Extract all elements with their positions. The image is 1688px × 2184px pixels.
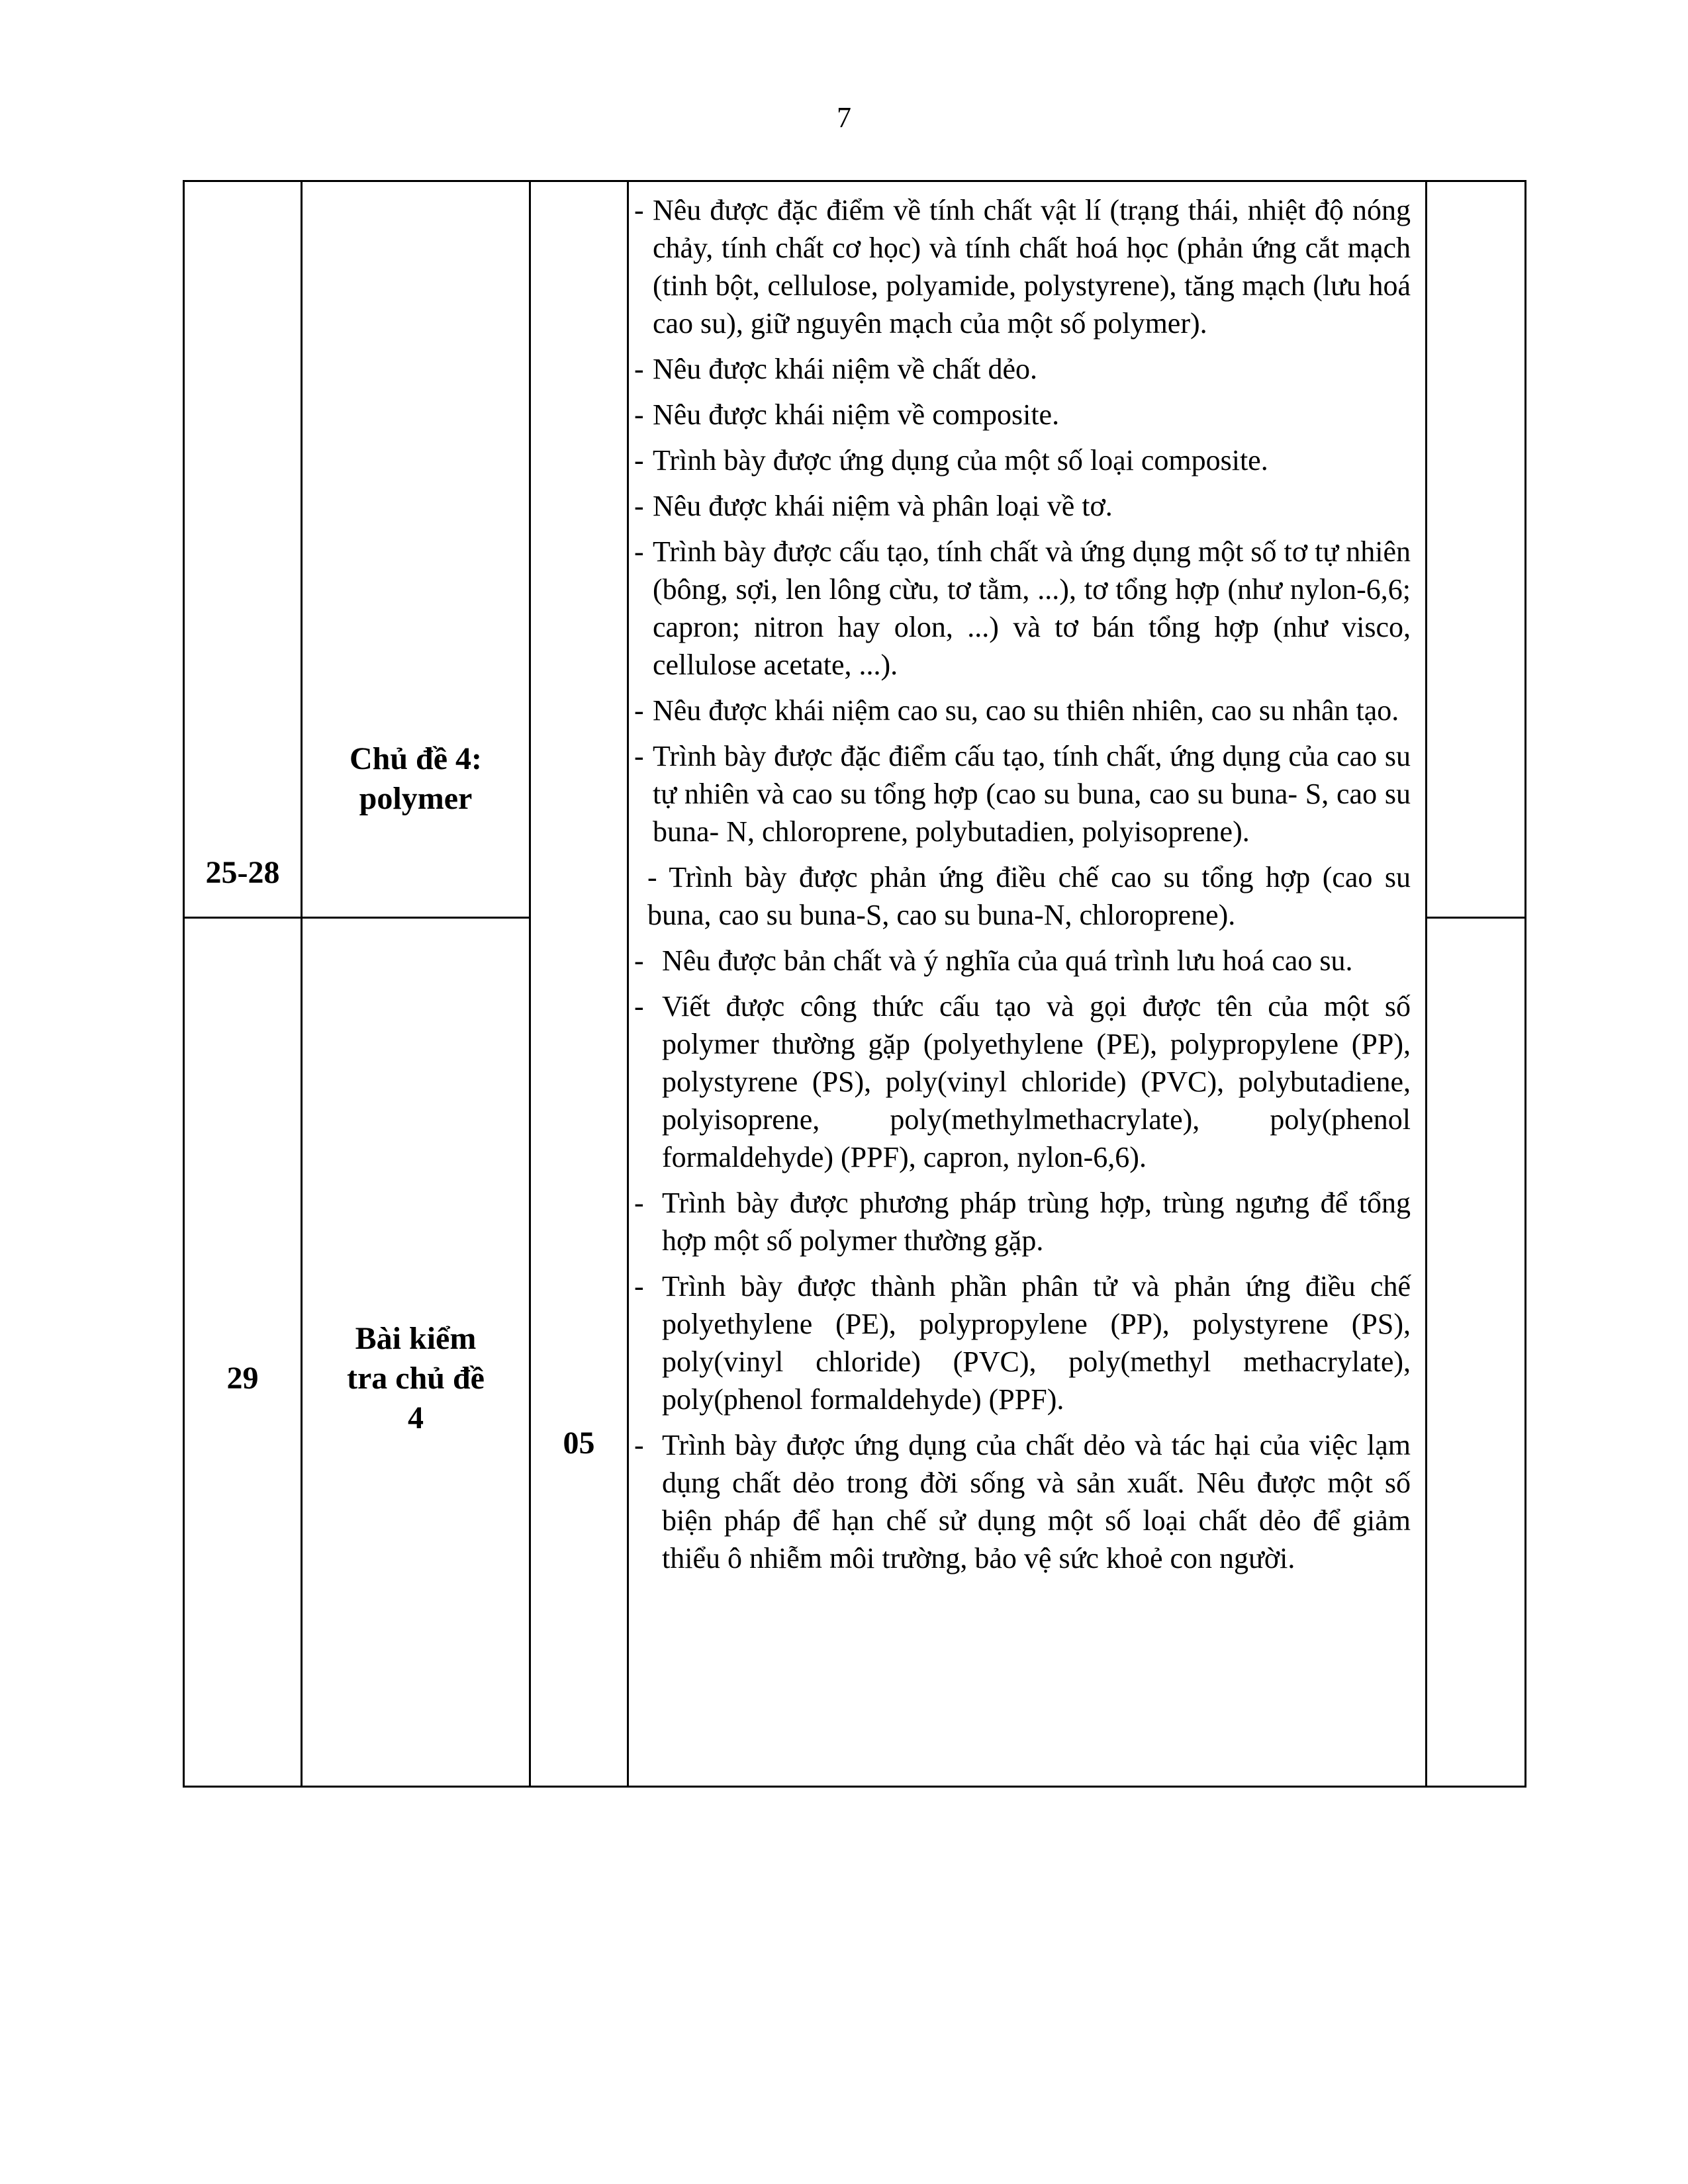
list-item: - Viết được công thức cấu tạo và gọi được tên của một số polymer thường gặp (polyethylene (PE), polypropylene (PP), polystyrene (PS), poly(vinyl chloride) (PVC), polybutadiene, polyisoprene, poly(methylmethacrylate), poly(phenol formaldehyde) (PPF), capron, nylon-6,6). [634,987,1411,1176]
topic-title-line: Chủ đề 4: [349,741,483,776]
list-item: - Trình bày được ứng dụng của một số loại composite. [634,441,1411,479]
list-item: - Nêu được khái niệm về composite. [634,396,1411,433]
list-item: - Trình bày được cấu tạo, tính chất và ứng dụng một số tơ tự nhiên (bông, sợi, len lông cừu, tơ tằm, ...), tơ tổng hợp (như nylon-6,6; capron; nitron hay olon, ...) và tơ bán tổng hợp (như visco, cellulose acetate, ...). [634,533,1411,684]
list-item: - Trình bày được thành phần phân tử và phản ứng điều chế polyethylene (PE), polypropylene (PP), polystyrene (PS), poly(vinyl chloride) (PVC), poly(methyl methacrylate), poly(phenol formaldehyde) (PPF). [634,1267,1411,1418]
list-item: - Nêu được khái niệm và phân loại về tơ. [634,487,1411,525]
topic-title-line: Bài kiểm [355,1321,477,1356]
list-item: - Trình bày được ứng dụng của chất dẻo và tác hại của việc lạm dụng chất dẻo trong đời sống và sản xuất. Nêu được một số biện pháp để hạn chế sử dụng một số loại chất dẻo để giảm thiểu ô nhiễm môi trường, bảo vệ sức khoẻ con người. [634,1426,1411,1577]
empty-cell [1427,181,1526,918]
list-item: - Trình bày được phương pháp trùng hợp, trùng ngưng để tổng hợp một số polymer thường gặp. [634,1184,1411,1259]
topic-title-line: tra chủ đề [347,1361,485,1396]
table-row [184,181,1526,918]
periods-cell [530,181,628,1787]
requirements-cell [628,181,1427,1787]
topic-cell [302,181,530,918]
topic-title-line: polymer [359,781,473,816]
lesson-number: 29 [226,1361,259,1396]
empty-cell [1427,918,1526,1787]
list-item: - Nêu được khái niệm cao su, cao su thiên nhiên, cao su nhân tạo. [634,692,1411,729]
list-item: - Nêu được đặc điểm về tính chất vật lí (trạng thái, nhiệt độ nóng chảy, tính chất cơ học) và tính chất hoá học (phản ứng cắt mạch (tinh bột, cellulose, polyamide, polystyrene), tăng mạch (lưu hoá cao su), giữ nguyên mạch của một số polymer). [634,191,1411,342]
lesson-plan-table [183,180,1526,1788]
list-item: - Nêu được bản chất và ý nghĩa của quá trình lưu hoá cao su. [634,942,1411,979]
lesson-number-cell [184,918,302,1787]
periods-count: 05 [563,1426,595,1461]
list-item: - Trình bày được phản ứng điều chế cao su tổng hợp (cao su buna, cao su buna-S, cao su buna-N, chloroprene). [647,861,1411,931]
list-item: - Nêu được khái niệm về chất dẻo. [634,350,1411,388]
topic-cell [302,918,530,1787]
list-item: - Trình bày được đặc điểm cấu tạo, tính chất, ứng dụng của cao su tự nhiên và cao su tổng hợp (cao su buna, cao su buna- S, cao su buna- N, chloroprene, polybutadien, polyisoprene). [634,737,1411,850]
lesson-number-cell [184,181,302,918]
topic-title-line: 4 [407,1400,424,1435]
page-number: 7 [837,101,851,134]
lesson-number: 25-28 [205,855,280,890]
requirements-list [634,191,1411,1577]
